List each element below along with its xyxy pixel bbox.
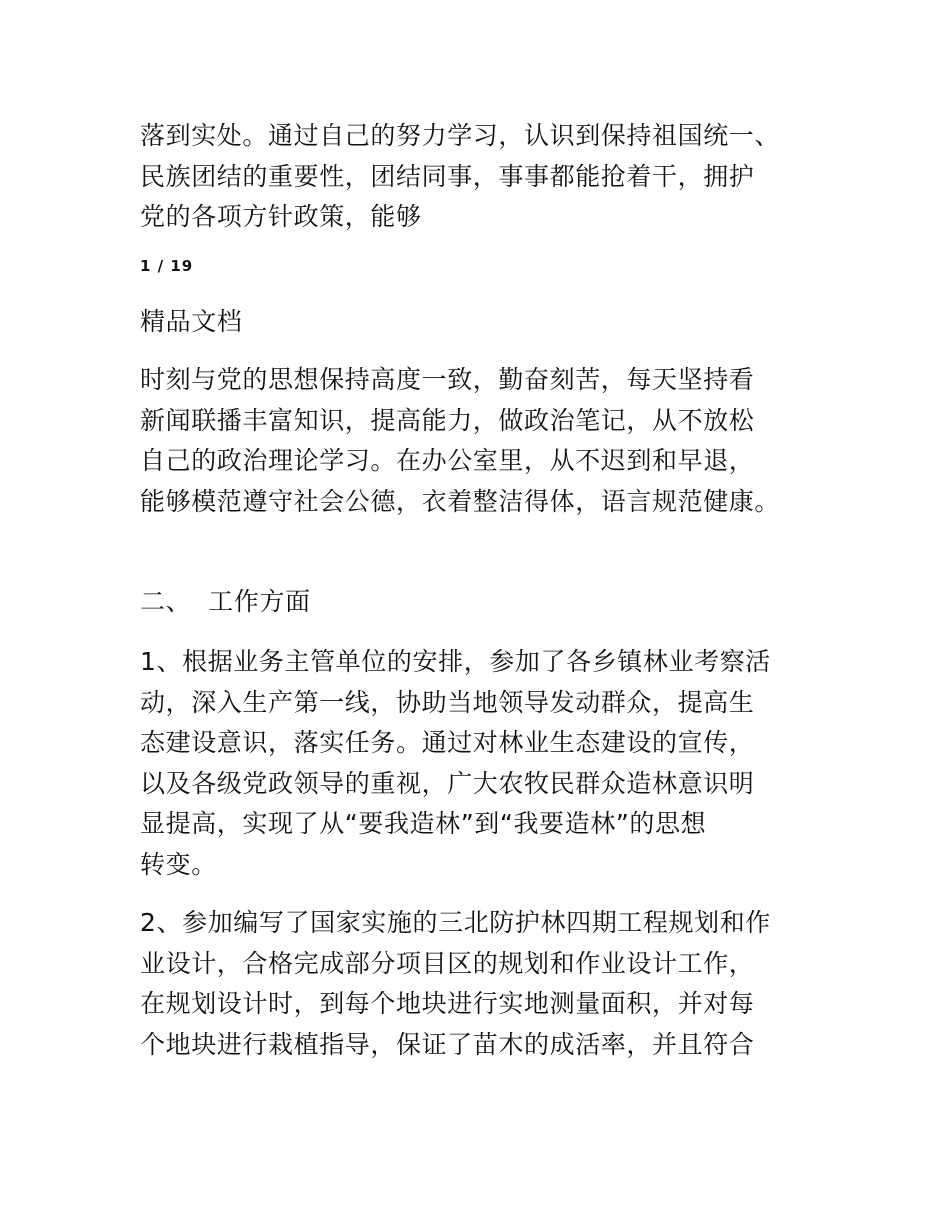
paragraph-item-1 — [140, 642, 820, 885]
text-line: 显提高，实现了从“要我造林”到“我要造林”的思想 — [140, 809, 707, 838]
text-line: 落到实处。通过自己的努力学习，认识到保持祖国统一、 — [140, 121, 781, 150]
text-line: 民族团结的重要性，团结同事，事事都能抢着干，拥护 — [140, 161, 755, 191]
section-heading: 二、 工作方面 — [140, 587, 311, 616]
text-line: 业设计，合格完成部分项目区的规划和作业设计工作， — [140, 948, 755, 978]
page-number: 1 / 19 — [140, 257, 194, 275]
text-line: 党的各项方针政策，能够 — [140, 202, 422, 231]
text-line: 2、参加编写了国家实施的三北防护林四期工程规划和作 — [140, 908, 771, 937]
text-line: 动，深入生产第一线，协助当地领导发动群众，提高生 — [140, 687, 755, 717]
text-line: 能够模范遵守社会公德，衣着整洁得体，语言规范健康。 — [140, 486, 781, 516]
text-line: 在规划设计时，到每个地块进行实地测量面积，并对每 — [140, 989, 755, 1018]
text-line: 以及各级党政领导的重视，广大农牧民群众造林意识明 — [140, 768, 755, 798]
text-line: 转变。 — [140, 849, 217, 879]
text-line: 1、根据业务主管单位的安排，参加了各乡镇林业考察活 — [140, 647, 771, 676]
document-header-label: 精品文档 — [140, 307, 243, 336]
text-line: 新闻联播丰富知识，提高能力，做政治笔记，从不放松 — [140, 405, 755, 435]
paragraph-continuation — [140, 116, 820, 238]
text-line: 态建设意识，落实任务。通过对林业生态建设的宣传， — [140, 728, 755, 757]
paragraph-politics — [140, 360, 820, 522]
text-line: 时刻与党的思想保持高度一致，勤奋刻苦，每天坚持看 — [140, 365, 755, 394]
paragraph-item-2 — [140, 903, 820, 1065]
text-line: 自己的政治理论学习。在办公室里，从不迟到和早退， — [140, 446, 755, 475]
text-line: 个地块进行栽植指导，保证了苗木的成活率，并且符合 — [140, 1029, 755, 1059]
